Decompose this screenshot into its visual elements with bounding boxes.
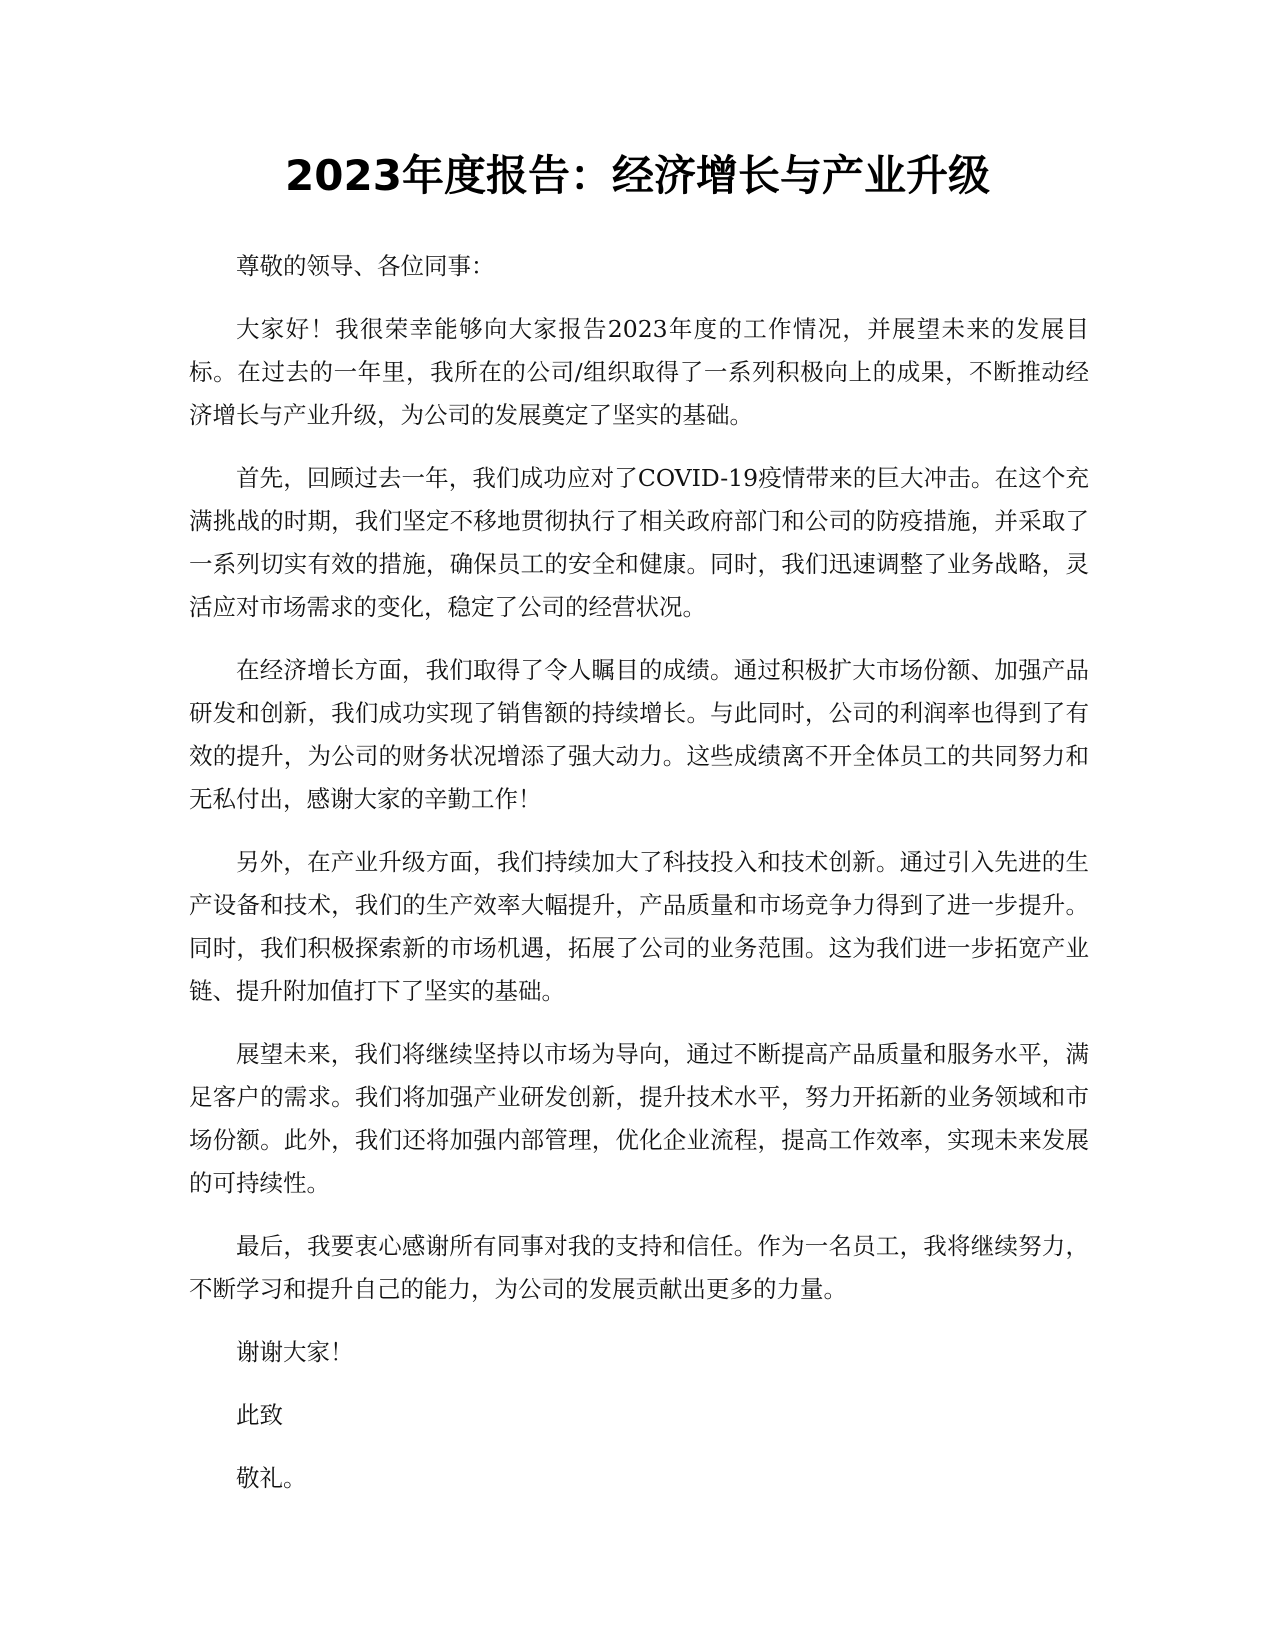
document-title: 2023年度报告：经济增长与产业升级	[285, 151, 990, 200]
paragraph-outlook: 展望未来，我们将继续坚持以市场为导向，通过不断提高产品质量和服务水平，满足客户的需求。我们将加强产业研发创新，提升技术水平，努力开拓新的业务领域和市场份额。此外，我们还将加强内部管理，优化企业流程，提高工作效率，实现未来发展的可持续性。	[189, 1040, 1089, 1197]
paragraph-economic-growth: 在经济增长方面，我们取得了令人瞩目的成绩。通过积极扩大市场份额、加强产品研发和创新，我们成功实现了销售额的持续增长。与此同时，公司的利润率也得到了有效的提升，为公司的财务状况增添了强大动力。这些成绩离不开全体员工的共同努力和无私付出，感谢大家的辛勤工作！	[189, 656, 1089, 813]
document-body	[189, 245, 1089, 1520]
closing-cizhi: 此致	[236, 1401, 283, 1429]
closing-thanks: 谢谢大家！	[236, 1338, 354, 1366]
paragraph-thanks: 最后，我要衷心感谢所有同事对我的支持和信任。作为一名员工，我将继续努力，不断学习和提升自己的能力，为公司的发展贡献出更多的力量。	[189, 1232, 1089, 1303]
paragraph-intro: 大家好！我很荣幸能够向大家报告2023年度的工作情况，并展望未来的发展目标。在过去的一年里，我所在的公司/组织取得了一系列积极向上的成果，不断推动经济增长与产业升级，为公司的发展奠定了坚实的基础。	[189, 315, 1089, 429]
paragraph-covid-response: 首先，回顾过去一年，我们成功应对了COVID-19疫情带来的巨大冲击。在这个充满挑战的时期，我们坚定不移地贯彻执行了相关政府部门和公司的防疫措施，并采取了一系列切实有效的措施，确保员工的安全和健康。同时，我们迅速调整了业务战略，灵活应对市场需求的变化，稳定了公司的经营状况。	[189, 464, 1089, 621]
closing-jingli: 敬礼。	[236, 1464, 307, 1492]
salutation: 尊敬的领导、各位同事：	[236, 252, 495, 280]
paragraph-industrial-upgrade: 另外，在产业升级方面，我们持续加大了科技投入和技术创新。通过引入先进的生产设备和技术，我们的生产效率大幅提升，产品质量和市场竞争力得到了进一步提升。同时，我们积极探索新的市场机遇，拓展了公司的业务范围。这为我们进一步拓宽产业链、提升附加值打下了坚实的基础。	[189, 848, 1089, 1005]
